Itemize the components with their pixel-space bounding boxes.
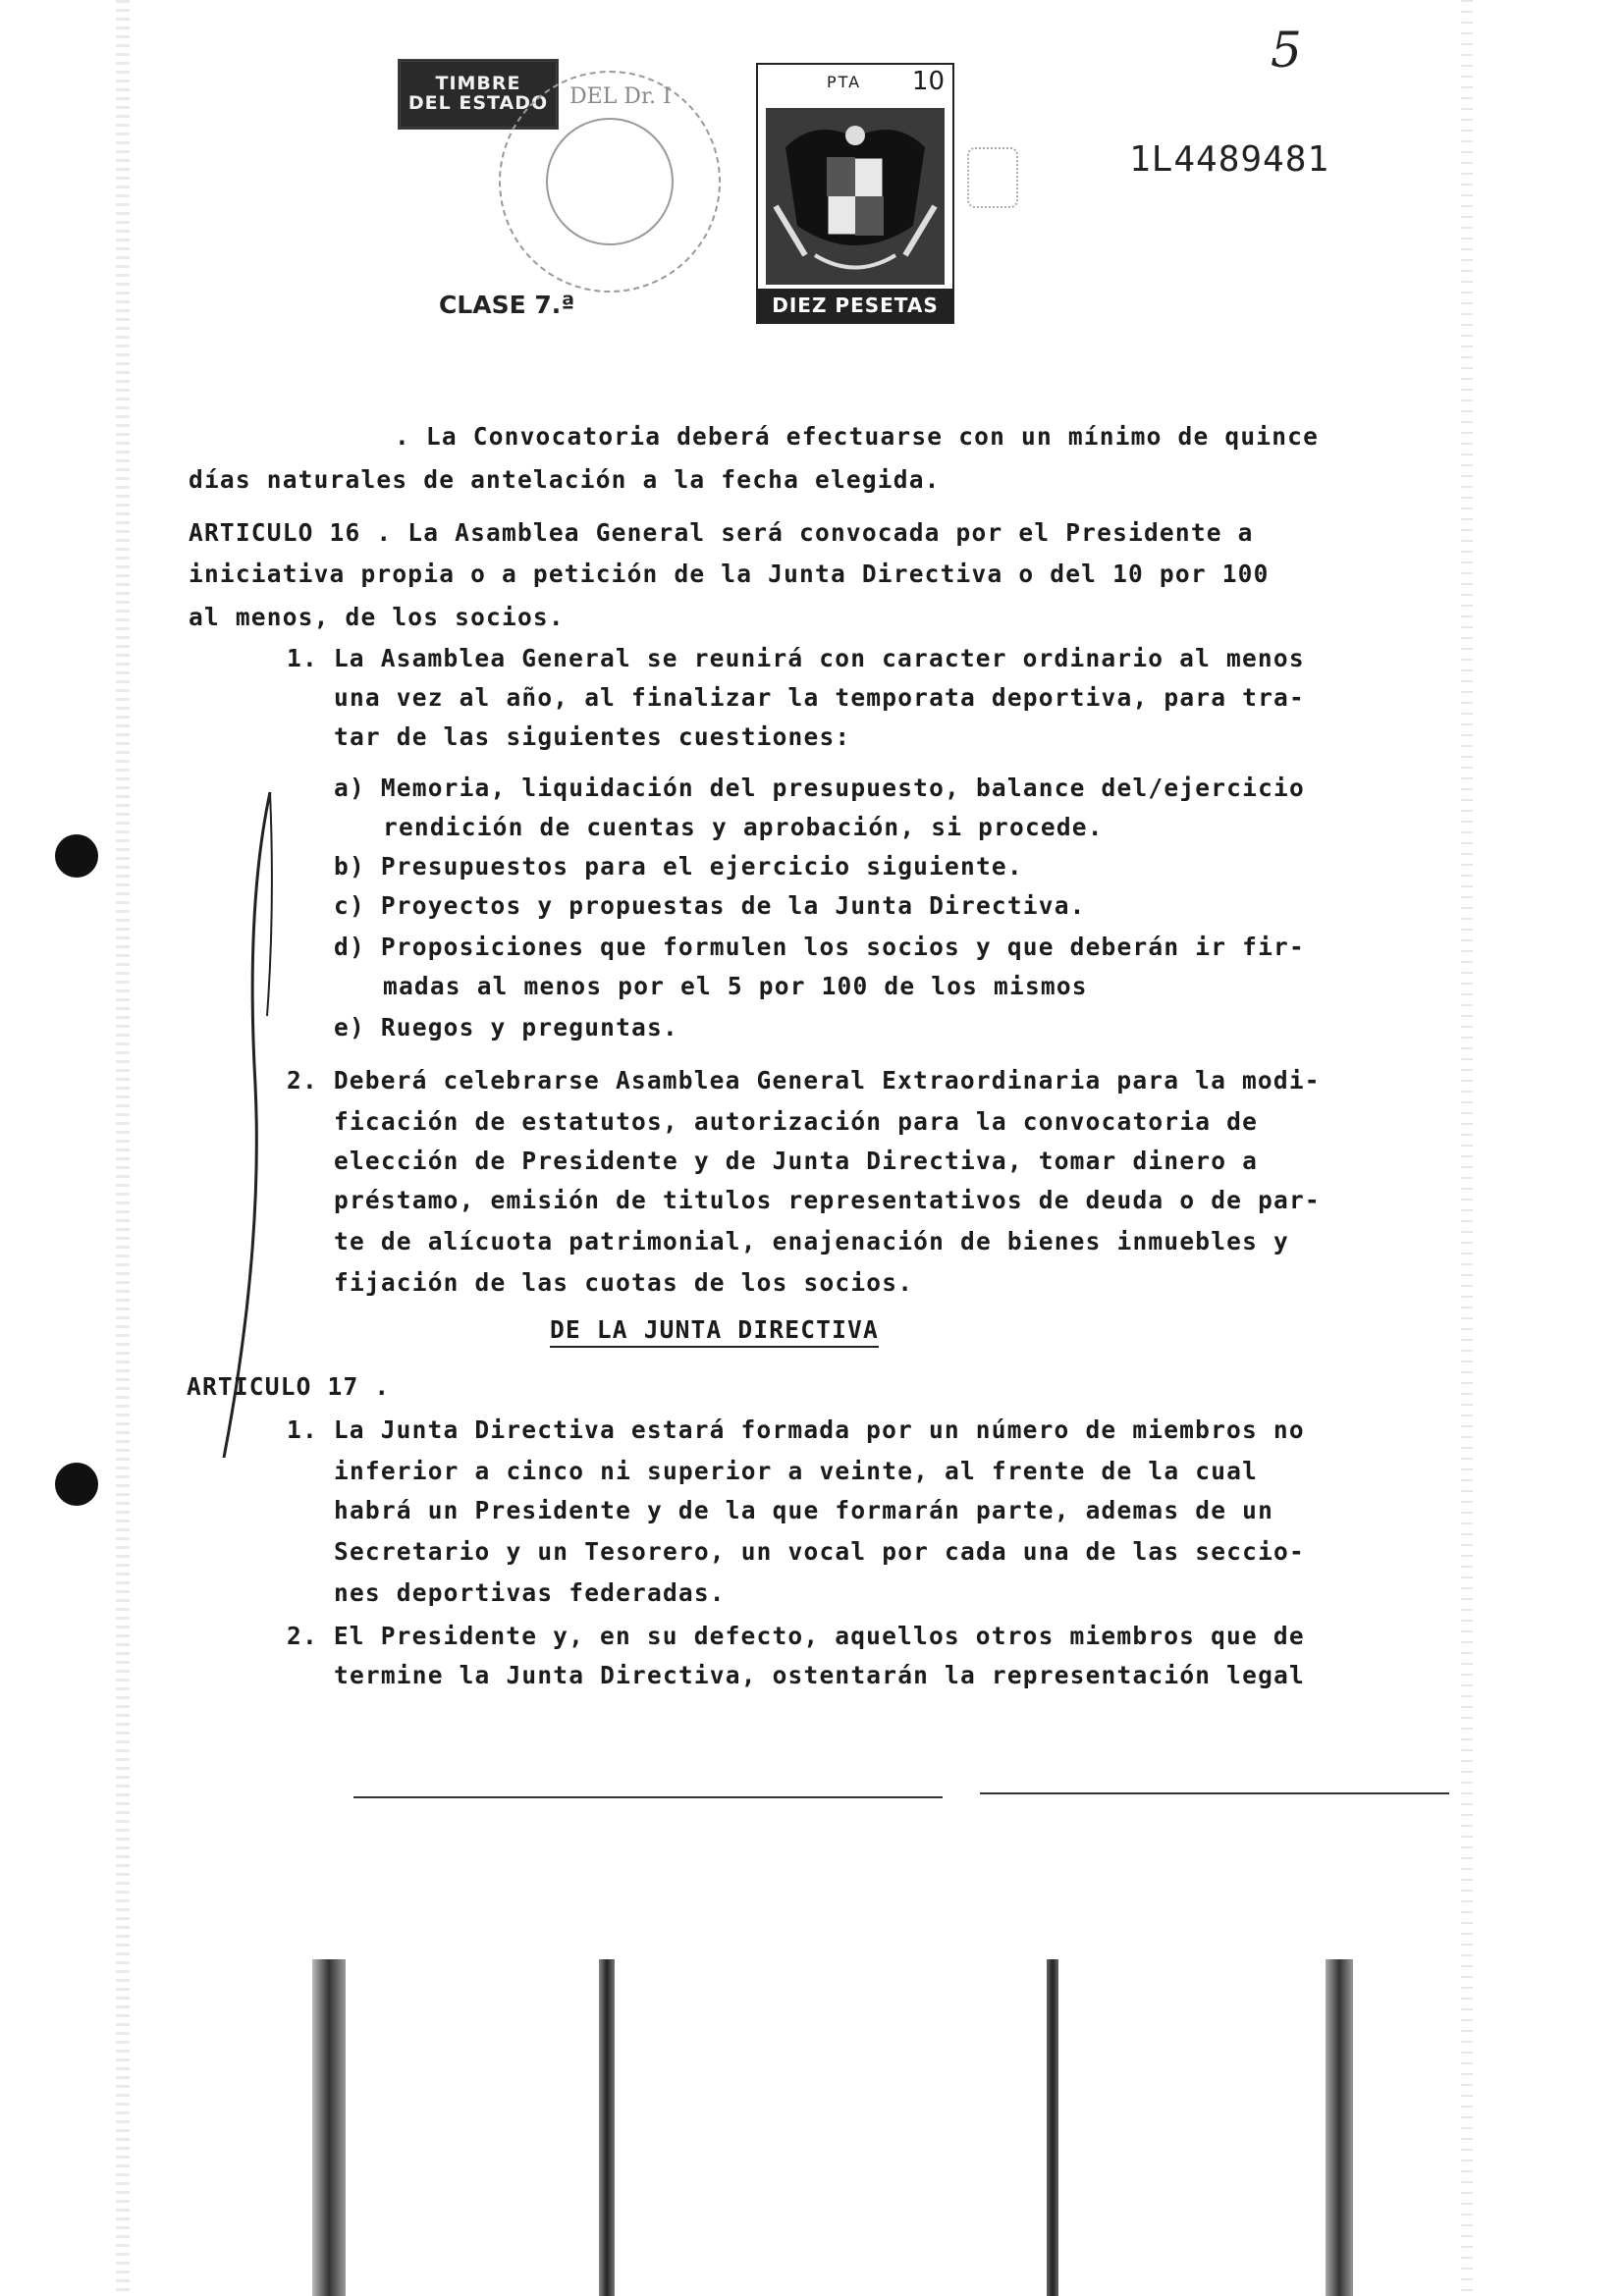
page-number: 5 xyxy=(1271,22,1302,79)
handwritten-bracket-icon xyxy=(216,790,285,1458)
tax-stamp xyxy=(756,63,954,324)
seal-inner-ring xyxy=(546,118,674,245)
punch-hole-top xyxy=(55,834,98,878)
text-line: elección de Presidente y de Junta Directiva, tomar dinero a xyxy=(334,1147,1259,1175)
text-line: termine la Junta Directiva, ostentarán la representación legal xyxy=(334,1661,1305,1689)
seal-text: DEL Dr. I xyxy=(569,84,672,109)
article-17-line: ARTICULO 17 . xyxy=(187,1372,391,1401)
binding-mark xyxy=(1326,1959,1353,2296)
list-item-d: d) Proposiciones que formulen los socios y que deberán ir fir- xyxy=(334,933,1305,961)
text-line: ficación de estatutos, autorización para la convocatoria de xyxy=(334,1107,1259,1136)
binding-mark xyxy=(599,1959,615,2296)
article-16-line: ARTICULO 16 . La Asamblea General será convocada por el Presidente a xyxy=(189,518,1254,547)
text-line: 2. El Presidente y, en su defecto, aquellos otros miembros que de xyxy=(287,1622,1305,1650)
text-line: al menos, de los socios. xyxy=(189,603,565,631)
stamp-value: 10 xyxy=(911,67,945,96)
text-line: 1. La Asamblea General se reunirá con caracter ordinario al menos xyxy=(287,644,1305,672)
faint-stamp-mark xyxy=(967,147,1018,208)
text-line: inferior a cinco ni superior a veinte, al frente de la cual xyxy=(334,1457,1259,1485)
binding-mark xyxy=(312,1959,346,2296)
text-line: préstamo, emisión de titulos representativos de deuda o de par- xyxy=(334,1186,1321,1214)
list-item-b: b) Presupuestos para el ejercicio siguiente. xyxy=(334,852,1023,881)
section-heading: DE LA JUNTA DIRECTIVA xyxy=(550,1315,879,1348)
list-item-a: a) Memoria, liquidación del presupuesto, balance del/ejercicio xyxy=(334,774,1305,802)
binding-mark xyxy=(1047,1959,1058,2296)
circular-seal xyxy=(499,71,721,293)
text-line: madas al menos por el 5 por 100 de los mismos xyxy=(383,972,1088,1000)
text-line: 1. La Junta Directiva estará formada por un número de miembros no xyxy=(287,1415,1305,1444)
scan-edge-left xyxy=(116,0,130,2296)
stamp-currency: PTA xyxy=(827,73,862,91)
text-line: te de alícuota patrimonial, enajenación de bienes inmuebles y xyxy=(334,1227,1289,1255)
text-line: nes deportivas federadas. xyxy=(334,1578,726,1607)
scan-edge-right xyxy=(1461,0,1473,2296)
text-line: tar de las siguientes cuestiones: xyxy=(334,722,851,751)
list-item-c: c) Proyectos y propuestas de la Junta Directiva. xyxy=(334,891,1086,920)
text-line: . La Convocatoria deberá efectuarse con un mínimo de quince xyxy=(395,422,1320,451)
punch-hole-bottom xyxy=(55,1463,98,1506)
text-line: 2. Deberá celebrarse Asamblea General Extraordinaria para la modi- xyxy=(287,1066,1321,1095)
serial-number: 1L4489481 xyxy=(1129,139,1330,180)
text-line: rendición de cuentas y aprobación, si procede. xyxy=(383,813,1104,841)
text-line: iniciativa propia o a petición de la Junta Directiva o del 10 por 100 xyxy=(189,560,1270,588)
list-item-e: e) Ruegos y preguntas. xyxy=(334,1013,678,1041)
text-line: una vez al año, al finalizar la temporata deportiva, para tra- xyxy=(334,683,1305,712)
text-line: habrá un Presidente y de la que formarán parte, ademas de un xyxy=(334,1496,1274,1524)
footer-rule-left xyxy=(353,1796,943,1798)
timbre-line1: TIMBRE xyxy=(435,73,521,95)
text-line: días naturales de antelación a la fecha elegida. xyxy=(189,465,941,494)
text-line: Secretario y un Tesorero, un vocal por cada una de las seccio- xyxy=(334,1537,1305,1566)
timbre-line2: DEL ESTADO xyxy=(407,92,549,114)
footer-rule-right xyxy=(980,1792,1449,1794)
coat-of-arms-icon xyxy=(766,108,945,285)
stamp-label: DIEZ PESETAS xyxy=(758,289,952,322)
text-line: fijación de las cuotas de los socios. xyxy=(334,1268,914,1297)
clase-label: CLASE 7.ª xyxy=(439,291,575,319)
